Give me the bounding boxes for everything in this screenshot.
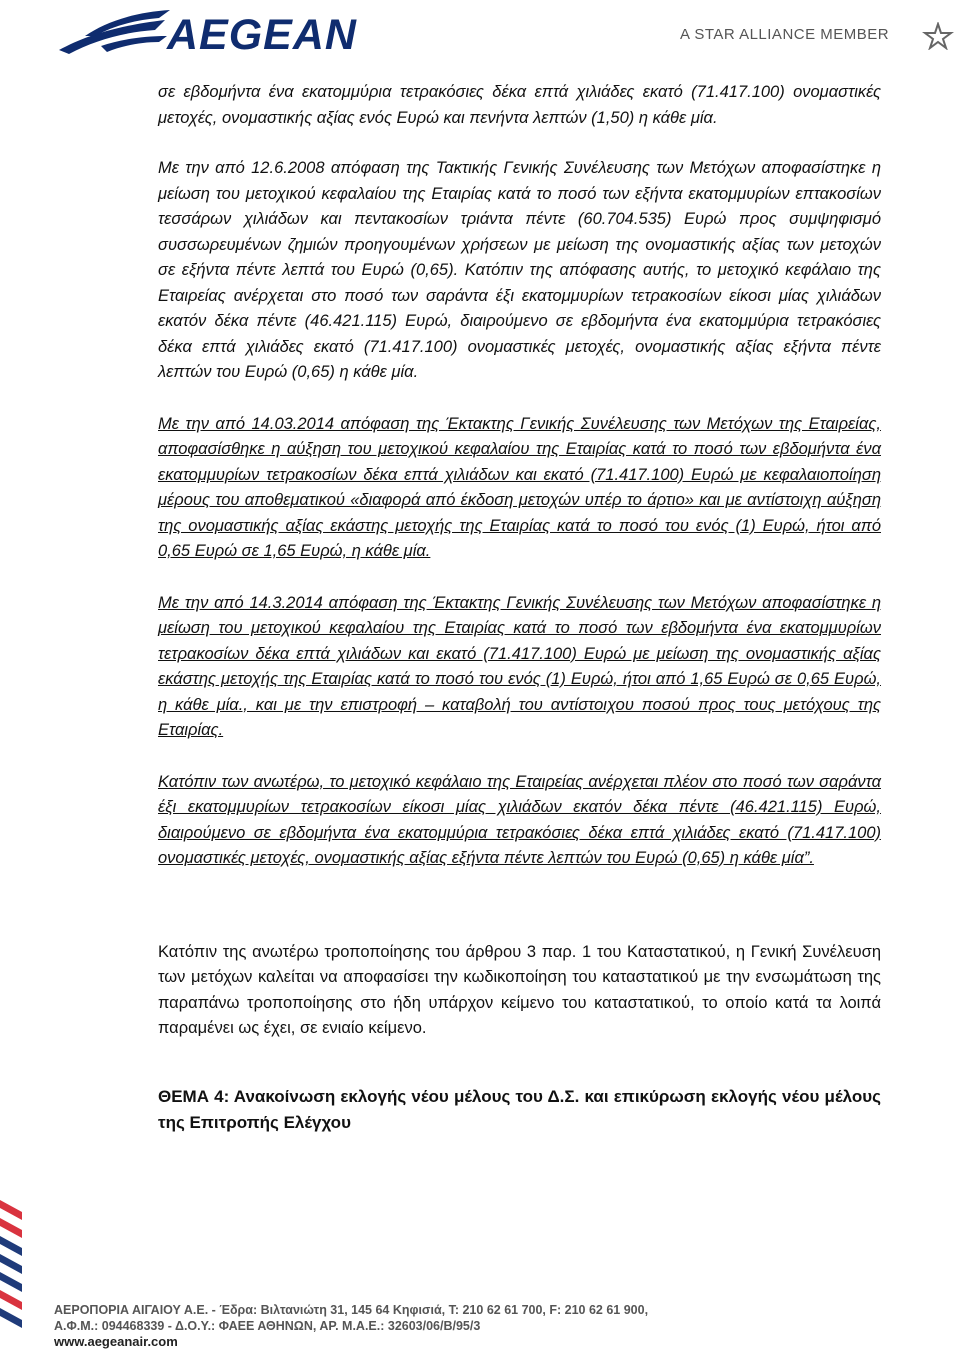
paragraph-share-count: σε εβδομήντα ένα εκατομμύρια τετρακόσιες δέκα επτά χιλιάδες εκατό (71.417.100) ονομαστικές μετοχές, ονομαστικής αξίας ενός Ευρώ και πενήντα λεπτών (1,50) η κάθε μία. (158, 83, 881, 127)
footer-stripes-decoration (0, 1200, 30, 1355)
footer-company-address: ΑΕΡΟΠΟΡΙΑ ΑΙΓΑΙΟΥ Α.Ε. - Έδρα: Βιλτανιώτη 31, 145 64 Κηφισιά, Τ: 210 62 61 700, F: 210 62 61 900, (54, 1303, 649, 1317)
paragraph-2008-decision: Με την από 12.6.2008 απόφαση της Τακτικής Γενικής Συνέλευσης των Μετόχων αποφασίστηκε η μείωση του μετοχικού κεφαλαίου της Εταιρίας κατά το ποσό των εξήντα εκατομμυρίων επτακοσίων τεσσάρων χιλιάδων και πεντακοσίων τριάντα πέντε (60.704.535) Ευρώ προς συμψηφισμό συσσωρευμένων ζημιών προηγουμένων χρήσεων με μείωση της ονομαστικής αξίας των μετοχών σε εξήντα πέντε λεπτά του Ευρώ (0,65). Κατόπιν της απόφασης αυτής, το μετοχικό κεφάλαιο της Εταιρείας ανέρχεται στο ποσό των σαράντα έξι εκατομμυρίων τετρακοσίων είκοσι μίας χιλιάδων εκατόν δέκα πέντε (46.421.115) Ευρώ, διαιρούμενο σε εβδομήντα ένα εκατομμύρια τετρακόσιες δέκα επτά χιλιάδες εκατό (71.417.100) ονομαστικές μετοχές, ονομαστικής αξίας εξήντα πέντε λεπτών του Ευρώ (0,65) η κάθε μία. (158, 159, 881, 381)
footer-tax-info: Α.Φ.Μ.: 094468339 - Δ.Ο.Υ.: ΦΑΕΕ ΑΘΗΝΩΝ, ΑΡ. Μ.Α.Ε.: 32603/06/Β/95/3 (54, 1319, 481, 1333)
document-body (158, 80, 881, 1136)
star-alliance-text: A STAR ALLIANCE MEMBER (680, 26, 890, 43)
paragraph-codification: Κατόπιν της ανωτέρω τροποποίησης του άρθρου 3 παρ. 1 του Καταστατικού, η Γενική Συνέλευση των μετόχων καλείται να αποφασίσει την κωδικοποίηση του καταστατικού με την ενσωμάτωση της παραπάνω τροποποίησης στο ήδη υπάρχον κείμενο του καταστατικού, το οποίο κατά τα λοιπά παραμένει ως έχει, σε ενιαίο κείμενο. (158, 942, 881, 1037)
paragraph-2014-decrease: Με την από 14.3.2014 απόφαση της Έκτακτης Γενικής Συνέλευσης των Μετόχων αποφασίστηκε η μείωση του μετοχικού κεφαλαίου της Εταιρίας κατά το ποσό των εβδομήντα ένα εκατομμυρίων τετρακοσίων δέκα επτά χιλιάδων και εκατό (71.417.100) Ευρώ με μείωση της ονομαστικής αξίας εκάστης μετοχής της Εταιρίας κατά το ποσό του ενός (1) Ευρώ, ήτοι από 1,65 Ευρώ σε 0,65 Ευρώ, η κάθε μία., και με την επιστροφή – καταβολή του αντίστοιχου ποσού προς τους μετόχους της Εταιρίας. (158, 593, 881, 739)
star-alliance-icon (922, 22, 954, 50)
page-footer (54, 1302, 694, 1350)
footer-website-link[interactable]: www.aegeanair.com (54, 1334, 178, 1349)
paragraph-current-capital: Κατόπιν των ανωτέρω, το μετοχικό κεφάλαιο της Εταιρείας ανέρχεται πλέον στο ποσό των σαράντα έξι εκατομμυρίων τετρακοσίων είκοσι μίας χιλιάδων εκατόν δέκα πέντε (46.421.115) Ευρώ, διαιρούμενο σε εβδομήντα ένα εκατομμύρια τετρακόσιες δέκα επτά χιλιάδες εκατό (71.417.100) ονομαστικές μετοχές, ονομαστικής αξίας εξήντα πέντε λεπτών του Ευρώ (0,65) η κάθε μία”. (158, 772, 881, 867)
aegean-bird-icon (55, 6, 175, 62)
page-header (0, 0, 960, 70)
logo-text: AEGEAN (167, 11, 357, 59)
paragraph-2014-increase: Με την από 14.03.2014 απόφαση της Έκτακτης Γενικής Συνέλευσης των Μετόχων της Εταιρείας, αποφασίσθηκε η αύξηση του μετοχικού κεφαλαίου της Εταιρίας κατά το ποσό των εβδομήντα ένα εκατομμυρίων τετρακοσίων δέκα επτά χιλιάδων και εκατό (71.417.100) Ευρώ με κεφαλαιοποίηση μέρους του αποθεματικού «διαφορά από έκδοση μετοχών υπέρ το άρτιο» και με αντίστοιχη αύξηση της ονομαστικής αξίας εκάστης μετοχής της Εταιρίας κατά το ποσό του ενός (1) Ευρώ, ήτοι από 0,65 Ευρώ σε 1,65 Ευρώ, η κάθε μία. (158, 414, 881, 560)
aegean-logo (55, 6, 395, 62)
section-heading-topic-4: ΘΕΜΑ 4: Ανακοίνωση εκλογής νέου μέλους του Δ.Σ. και επικύρωση εκλογής νέου μέλους της Επιτροπής Ελέγχου (158, 1086, 881, 1132)
